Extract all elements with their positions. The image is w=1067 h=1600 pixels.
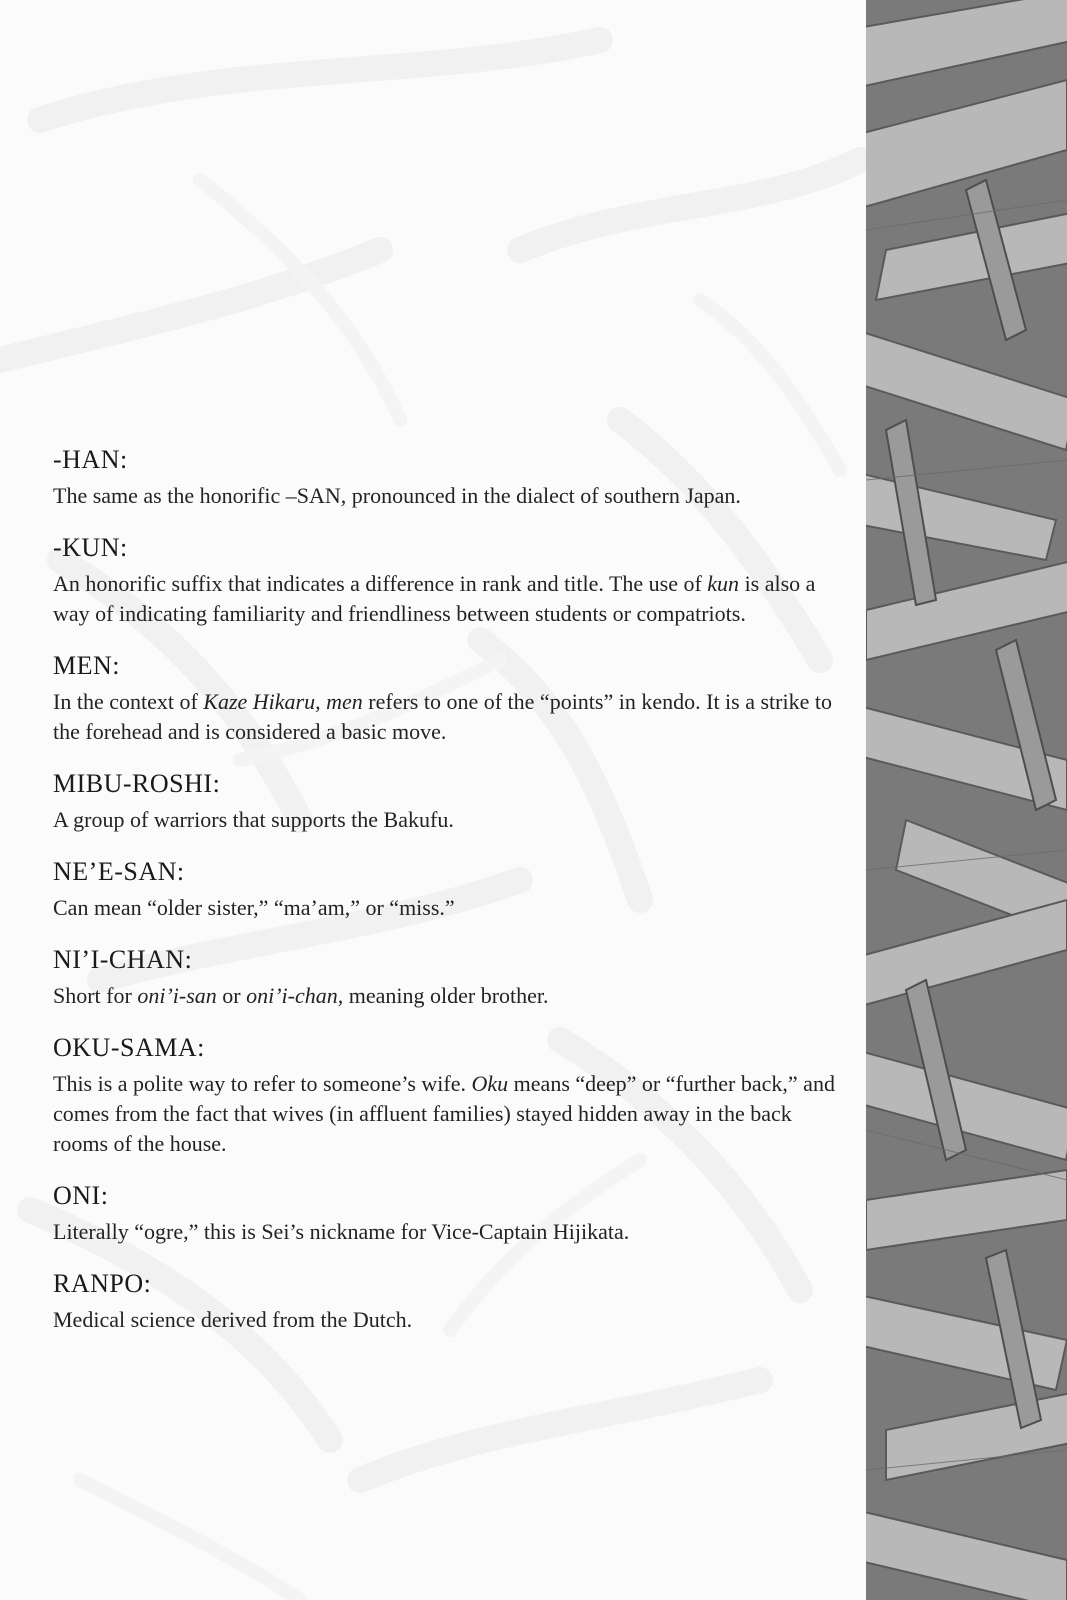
definition-text: An honorific suffix that indicates a difference in rank and title. The use of [53,571,708,596]
definition-text: Medical science derived from the Dutch. [53,1307,413,1332]
glossary-entry [53,1033,843,1159]
bamboo-leaf-pattern [866,0,1067,1600]
glossary-entry [53,857,843,923]
glossary-entry [53,1269,843,1335]
definition-italic-text: oni’i-san [137,983,217,1008]
glossary-definition [53,981,843,1011]
definition-italic-text: Kaze Hikaru, [203,689,321,714]
glossary-term: -HAN: [53,445,128,474]
glossary-entry [53,651,843,747]
definition-italic-text: kun [707,571,740,596]
glossary-list [53,445,843,1335]
definition-italic-text: oni’i-chan, [246,983,344,1008]
decorative-side-panel [866,0,1067,1600]
glossary-definition [53,1069,843,1159]
definition-text: This is a polite way to refer to someone’s wife. [53,1071,472,1096]
definition-text: A group of warriors that supports the Bakufu. [53,807,454,832]
definition-text: means “deep” or “further back,” and comes from the fact that wives (in affluent families) stayed hidden away in the back rooms of the house. [53,1071,835,1156]
glossary-definition [53,687,843,747]
glossary-entry [53,769,843,835]
definition-text: Literally “ogre,” this is Sei’s nickname for Vice-Captain Hijikata. [53,1219,630,1244]
definition-text: The same as the honorific –SAN, pronounced in the dialect of southern Japan. [53,483,741,508]
glossary-definition [53,1305,843,1335]
glossary-term: NI’I-CHAN: [53,945,193,974]
definition-text: Short for [53,983,138,1008]
definition-text: meaning older brother. [343,983,549,1008]
definition-text: refers to one of the “points” in kendo. It is a strike to the forehead and is considered a basic move. [53,689,832,744]
definition-text: In the context of [53,689,204,714]
glossary-term: RANPO: [53,1269,152,1298]
definition-italic-text: Oku [471,1071,509,1096]
definition-text: or [216,983,247,1008]
glossary-term: NE’E-SAN: [53,857,185,886]
glossary-entry [53,945,843,1011]
definition-text: Can mean “older sister,” “ma’am,” or “miss.” [53,895,455,920]
glossary-term: OKU-SAMA: [53,1033,205,1062]
glossary-definition [53,1217,843,1247]
glossary-term: -KUN: [53,533,128,562]
glossary-definition [53,481,843,511]
definition-text: is also a way of indicating familiarity and friendliness between students or compatriots. [53,571,816,626]
glossary-definition [53,893,843,923]
glossary-term: ONI: [53,1181,109,1210]
glossary-term: MIBU-ROSHI: [53,769,221,798]
definition-italic-text: men [326,689,363,714]
glossary-entry [53,445,843,511]
glossary-definition [53,569,843,629]
glossary-term: MEN: [53,651,120,680]
glossary-definition [53,805,843,835]
glossary-entry [53,1181,843,1247]
glossary-entry [53,533,843,629]
